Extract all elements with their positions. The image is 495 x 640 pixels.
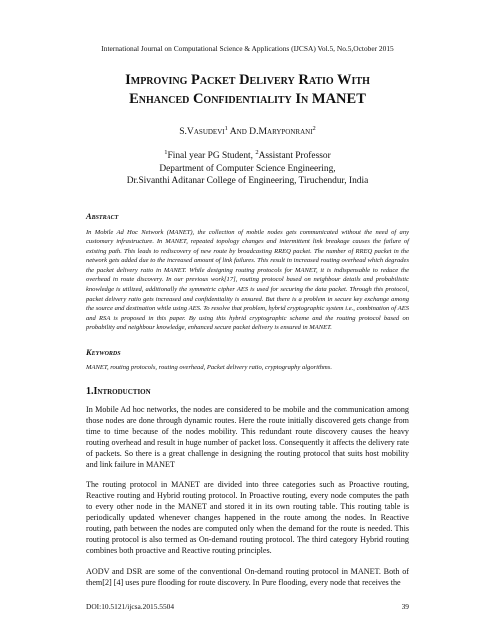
section-number: 1. xyxy=(86,386,94,398)
author-1: S.Vasudevi xyxy=(179,126,225,137)
author-2: D.Maryponrani xyxy=(249,126,313,137)
affil-sup-2: 2 xyxy=(255,149,259,156)
journal-header: International Journal on Computational Science & Applications (IJCSA) Vol.5, No.5,October 2015 xyxy=(101,44,394,53)
affil-role-1: Final year PG Student, xyxy=(167,151,256,161)
affiliation-department: Department of Computer Science Engineering, xyxy=(159,163,336,174)
body-paragraph-3: AODV and DSR are some of the conventional On-demand routing protocol in MANET. Both of them[2] [4] uses pure flooding for route discovery. In Pure flooding, every node that receives the xyxy=(86,566,409,587)
affil-sup-1: 1 xyxy=(164,149,168,156)
keywords-heading: Keywords xyxy=(86,348,121,358)
title-line-1: Improving Packet Delivery Ratio With xyxy=(125,72,370,88)
author-line xyxy=(86,125,409,137)
body-paragraph-2: The routing protocol in MANET are divided into three categories such as Proactive routing, Reactive routing and Hybrid routing protocol. In Proactive routing, every node computes the path to every other node in the MANET and stored it in its own routing table. This routing table is periodically updated whenever changes happened in the route among the nodes. In Reactive routing, path between the nodes are computed only when the demand for the route is needed. This routing protocol is also termed as On-demand routing protocol. The third category Hybrid routing combines both proactive and Reactive routing principles. xyxy=(86,480,409,555)
paper-title xyxy=(86,71,409,109)
title-line-2: Enhanced Confidentiality In MANET xyxy=(129,91,366,107)
abstract-heading: Abstract xyxy=(86,211,119,221)
author-and: And xyxy=(227,126,250,137)
affiliation-college: Dr.Sivanthi Aditanar College of Engineering, Tiruchendur, India xyxy=(126,176,369,186)
page-footer xyxy=(86,602,409,611)
abstract-text: In Mobile Ad Hoc Network (MANET), the collection of mobile nodes gets communicated without the need of any customary infrastructure. In MANET, repeated topology changes and intermittent link breakage causes the failure of existing path. This leads to rediscovery of new route by broadcasting RREQ packet. The number of RREQ packet in the network gets added due to the increased amount of link failures. This result in increased routing overhead which degrades the packet delivery ratio in MANET. While designing routing protocols for MANET, it is indispensable to reduce the overhead in route discovery. In our previous work[17], routing protocol based on neighbour details and probabilistic knowledge is utilized, additionally the symmetric cipher AES is used for securing the data packet. Through this protocol, packet delivery ratio gets increased and confidentiality is ensured. But there is a problem in secure key exchange among the source and destination while using AES. To resolve that problem, hybrid cryptographic system i.e., combination of AES and RSA is proposed in this paper. By using this hybrid cryptographic scheme and the routing protocol based on probability and neighbour knowledge, enhanced secure packet delivery is ensured in MANET. xyxy=(86,228,409,332)
doi-text: DOI:10.5121/ijcsa.2015.5504 xyxy=(86,602,175,611)
introduction-heading xyxy=(86,386,409,397)
author-1-sup: 1 xyxy=(224,125,228,132)
body-paragraph-1: In Mobile Ad hoc networks, the nodes are considered to be mobile and the communication among those nodes are done through dynamic routes. Here the route initially discovered gets change from time to time because of the nodes mobility. This redundant route discovery causes the heavy routing overhead and result in huge number of packet loss. Consequently it affects the delivery rate of packets. So there is a great challenge in designing the routing protocol that suits host mobility and link failure in MANET xyxy=(86,405,409,469)
section-title: Introduction xyxy=(93,386,151,398)
affiliation-roles xyxy=(86,147,409,163)
affil-role-2: Assistant Professor xyxy=(258,151,331,161)
page-number: 39 xyxy=(401,602,409,611)
keywords-text: MANET, routing protocols, routing overhead, Packet delivery ratio, cryptography algorithms. xyxy=(86,364,332,372)
author-2-sup: 2 xyxy=(312,125,316,132)
affiliation-block xyxy=(86,147,409,188)
